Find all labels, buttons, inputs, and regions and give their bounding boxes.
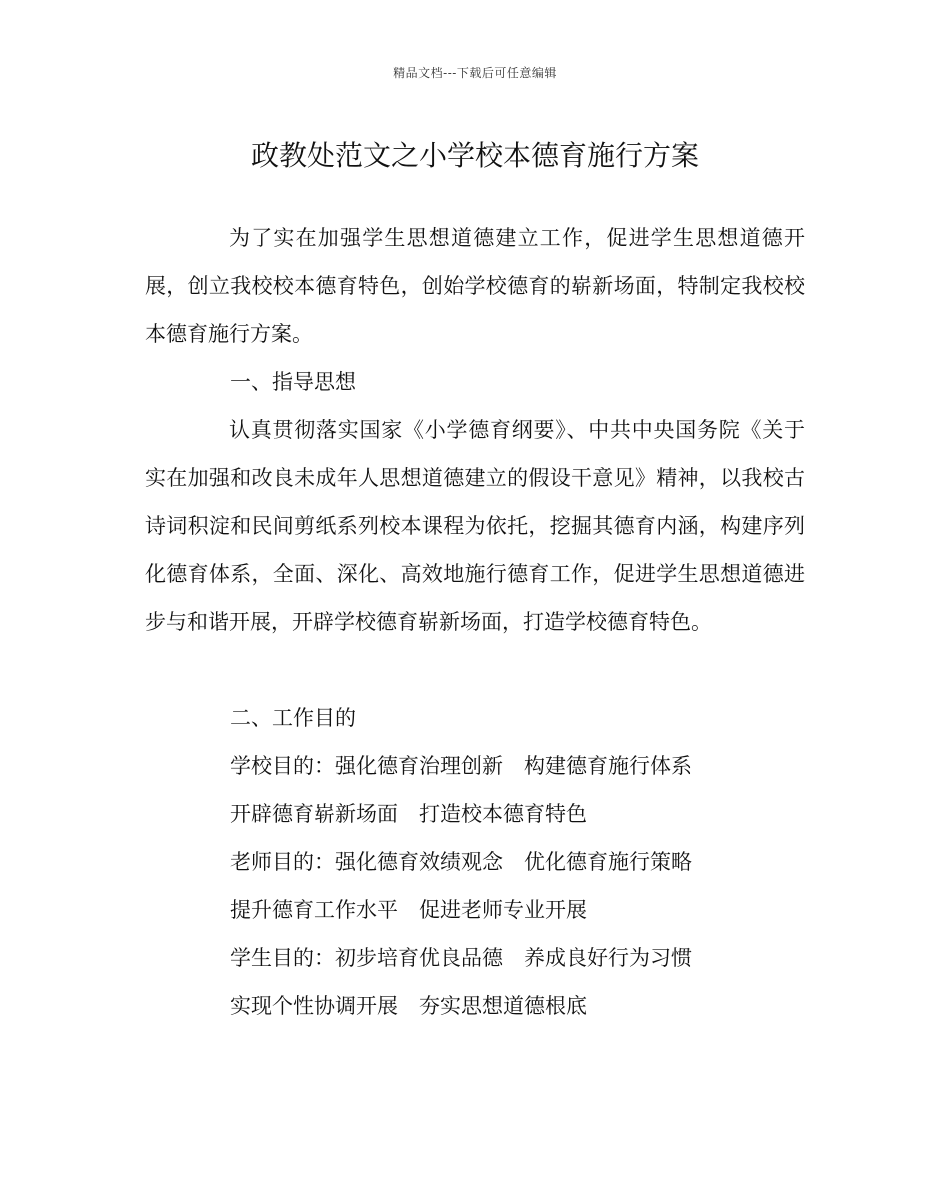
guiding-thought-paragraph: 认真贯彻落实国家《小学德育纲要》、中共中央国务院《关于实在加强和改良未成年人思想道德建立的假设干意见》精神，以我校古诗词积淀和民间剪纸系列校本课程为依托，挖掘其德育内涵，构建序列化德育体系，全面、深化、高效地施行德育工作，促进学生思想道德进步与和谐开展，开辟学校德育崭新场面，打造学校德育特色。	[145, 418, 805, 634]
intro-paragraph: 为了实在加强学生思想道德建立工作，促进学生思想道德开展，创立我校校本德育特色，创始学校德育的崭新场面，特制定我校校本德育施行方案。	[145, 226, 805, 346]
goal-line: 学校目的：强化德育治理创新 构建德育施行体系	[230, 754, 692, 778]
goal-line: 老师目的：强化德育效绩观念 优化德育施行策略	[230, 850, 692, 874]
goal-line: 开辟德育崭新场面 打造校本德育特色	[230, 802, 587, 826]
section-heading-guiding-thought: 一、指导思想	[230, 370, 356, 394]
goal-line: 提升德育工作水平 促进老师专业开展	[230, 898, 587, 922]
section-heading-work-goals: 二、工作目的	[230, 706, 356, 730]
document-title: 政教处范文之小学校本德育施行方案	[250, 139, 699, 172]
goal-line: 实现个性协调开展 夯实思想道德根底	[230, 994, 587, 1018]
header-note: 精品文档---下载后可任意编辑	[393, 66, 557, 80]
goal-line: 学生目的：初步培育优良品德 养成良好行为习惯	[230, 946, 692, 970]
